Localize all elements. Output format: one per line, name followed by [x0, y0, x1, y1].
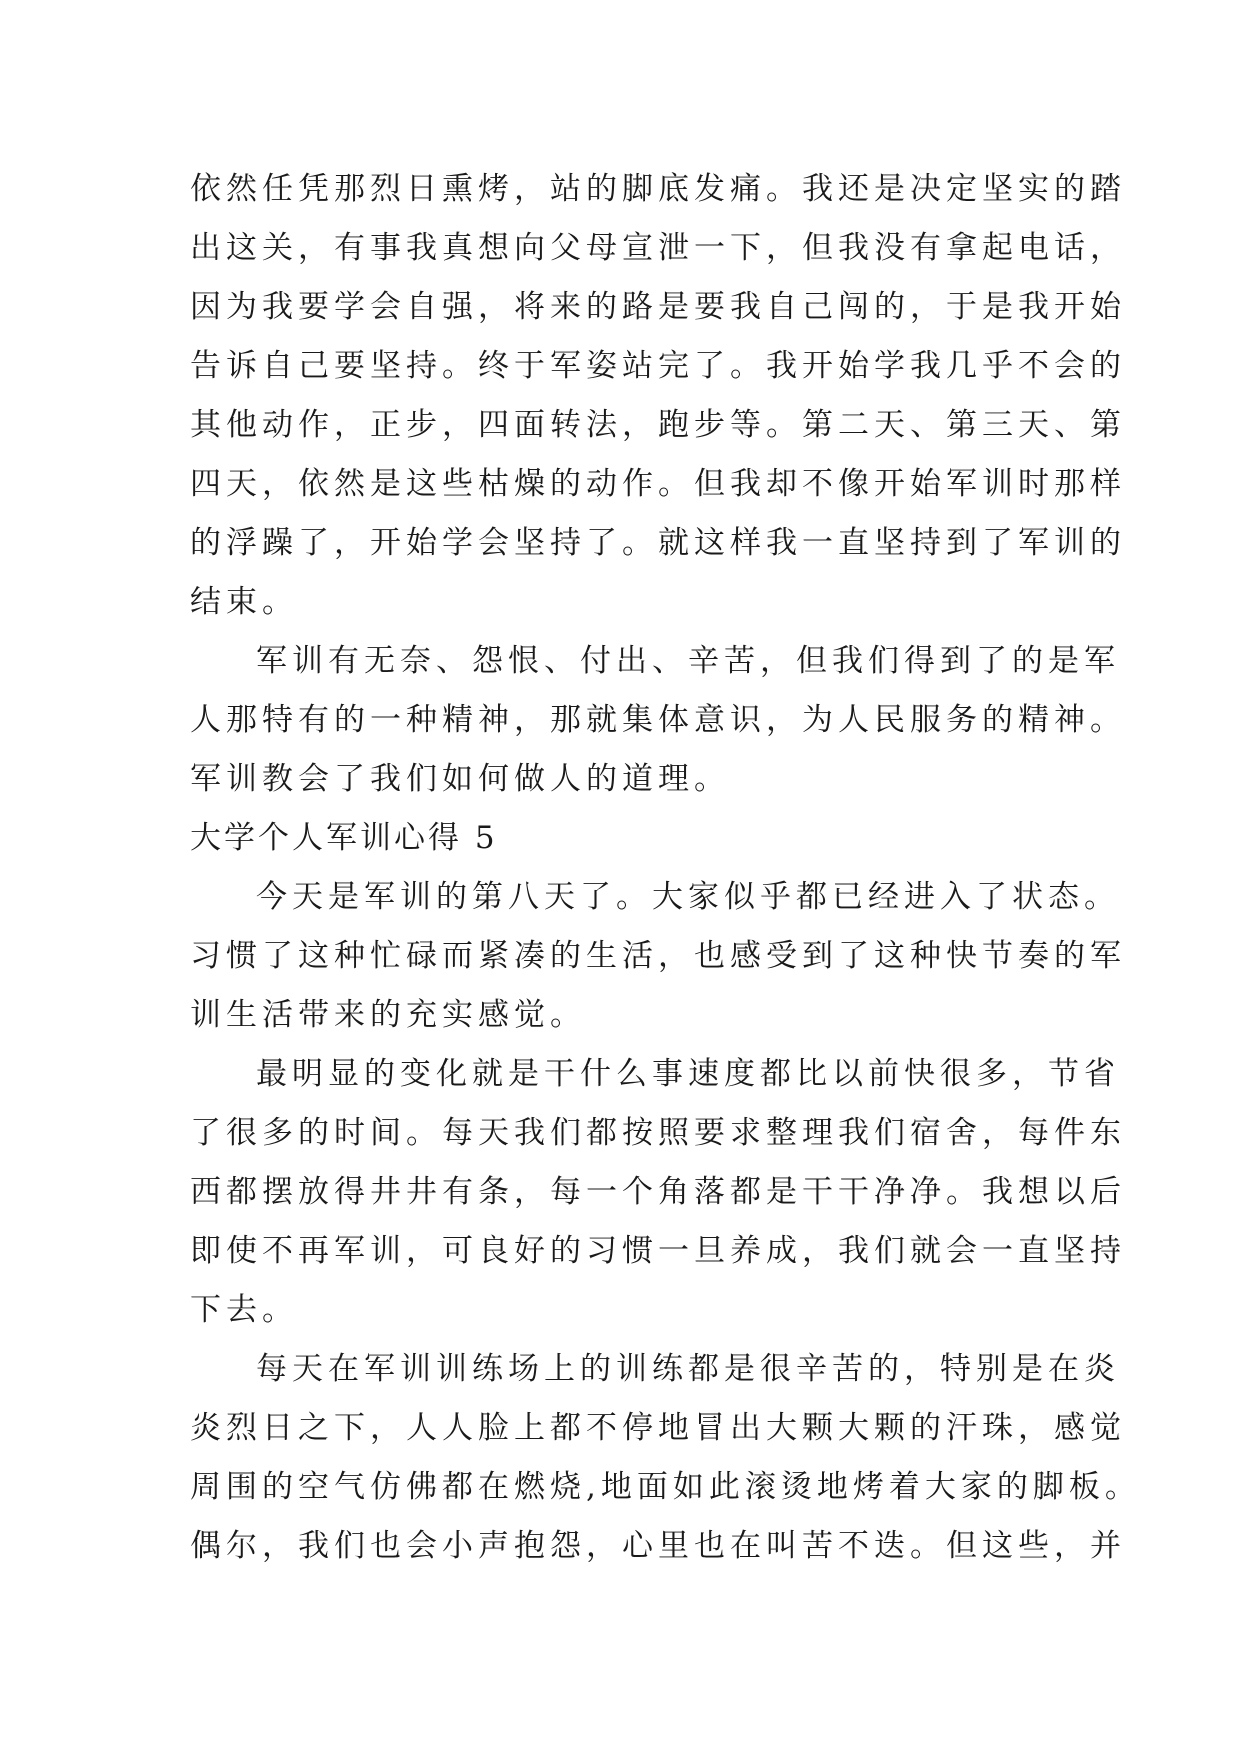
paragraph-first-line: 每天在军训训练场上的训练都是很辛苦的，特别是在炎 [256, 1351, 1120, 1387]
section-heading: 大学个人军训心得 5 [190, 820, 498, 856]
text-line: 依然任凭那烈日熏烤，站的脚底发痛。我还是决定坚实的踏 [190, 171, 1126, 207]
paragraph-first-line: 最明显的变化就是干什么事速度都比以前快很多，节省 [256, 1056, 1120, 1092]
text-line: 即使不再军训，可良好的习惯一旦养成，我们就会一直坚持 [190, 1233, 1126, 1269]
document-body [190, 160, 1141, 1576]
text-line: 因为我要学会自强，将来的路是要我自己闯的，于是我开始 [190, 289, 1126, 325]
text-line: 告诉自己要坚持。终于军姿站完了。我开始学我几乎不会的 [190, 348, 1126, 384]
text-line: 其他动作，正步，四面转法，跑步等。第二天、第三天、第 [190, 407, 1126, 443]
text-line: 结束。 [190, 584, 298, 620]
text-line: 偶尔，我们也会小声抱怨，心里也在叫苦不迭。但这些，并 [190, 1528, 1126, 1564]
text-line: 习惯了这种忙碌而紧凑的生活，也感受到了这种快节奏的军 [190, 938, 1126, 974]
text-line: 炎烈日之下，人人脸上都不停地冒出大颗大颗的汗珠，感觉 [190, 1410, 1126, 1446]
text-line: 下去。 [190, 1292, 298, 1328]
paragraph-first-line: 军训有无奈、怨恨、付出、辛苦，但我们得到了的是军 [256, 643, 1120, 679]
text-line: 训生活带来的充实感觉。 [190, 997, 586, 1033]
text-line: 的浮躁了，开始学会坚持了。就这样我一直坚持到了军训的 [190, 525, 1126, 561]
text-line: 军训教会了我们如何做人的道理。 [190, 761, 730, 797]
paragraph-first-line: 今天是军训的第八天了。大家似乎都已经进入了状态。 [256, 879, 1120, 915]
text-line: 人那特有的一种精神，那就集体意识，为人民服务的精神。 [190, 702, 1126, 738]
text-line: 西都摆放得井井有条，每一个角落都是干干净净。我想以后 [190, 1174, 1126, 1210]
text-line: 周围的空气仿佛都在燃烧,地面如此滚烫地烤着大家的脚板。 [190, 1469, 1141, 1505]
text-line: 出这关，有事我真想向父母宣泄一下，但我没有拿起电话， [190, 230, 1126, 266]
text-line: 四天，依然是这些枯燥的动作。但我却不像开始军训时那样 [190, 466, 1126, 502]
text-line: 了很多的时间。每天我们都按照要求整理我们宿舍，每件东 [190, 1115, 1126, 1151]
